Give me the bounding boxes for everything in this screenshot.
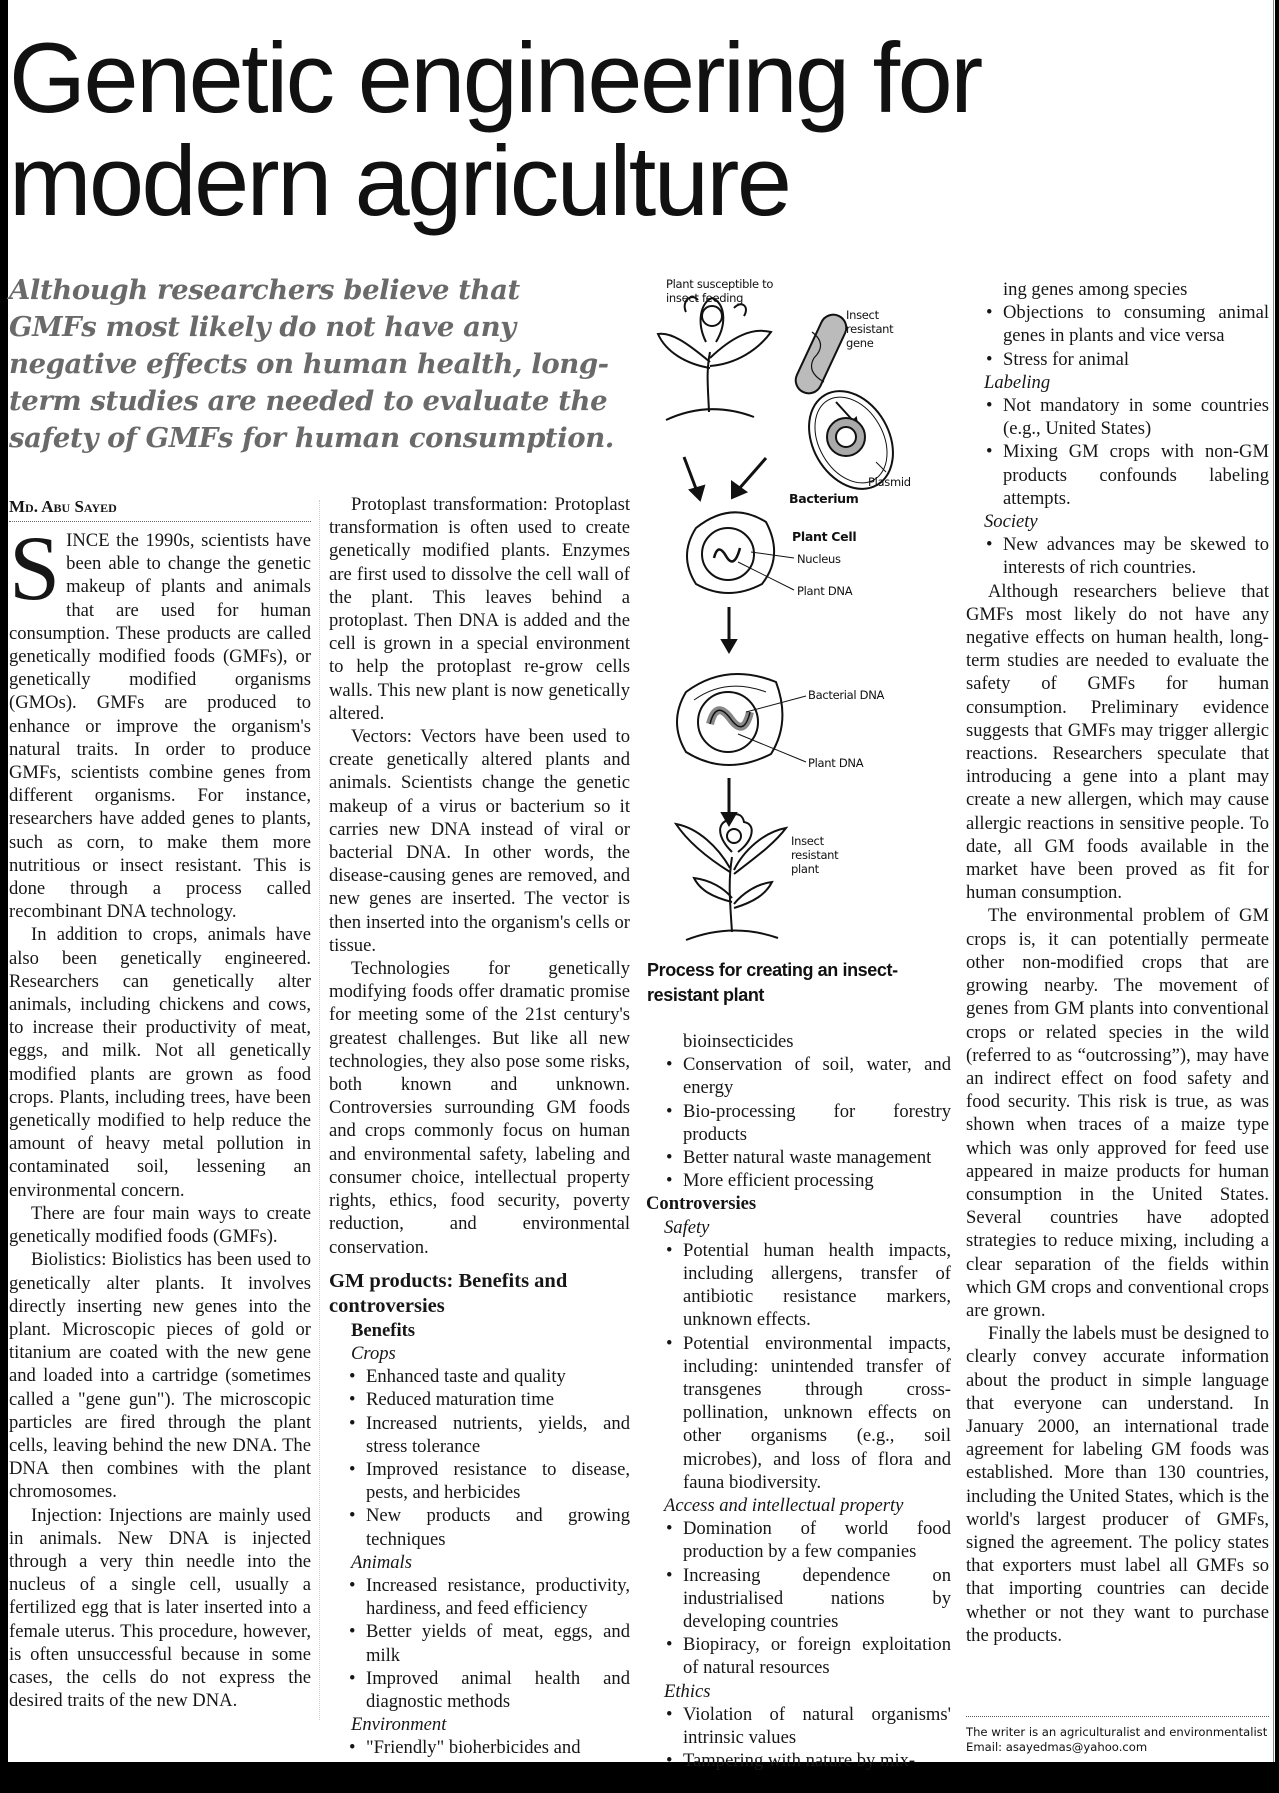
bullet-icon: • bbox=[986, 348, 993, 370]
bullet-icon: • bbox=[666, 1750, 673, 1772]
footer-divider bbox=[966, 1716, 1269, 1717]
paragraph: In addition to crops, animals have also been genetically engineered. Researchers can genetically alter animals, including chickens and cows, to increase their productivity of meat, eggs, and milk. Not all genetically modified plants are grown as food crops. Plants, including trees, have been genetically modified to help reduce the amount of heavy metal pollution in contaminated soil, lessening an environmental concern. bbox=[9, 924, 311, 1201]
paragraph: Protoplast transformation: Protoplast transformation is often used to create genetically modified plants. Enzymes are first used to dissolve the cell wall of the plant. This leaves behind a protoplast. Then DNA is added and the cell is grown in a special environment to help the protoplast re-grow cells walls. This new plant is now genetically altered. bbox=[329, 494, 630, 724]
paragraph: There are four main ways to create genetically modified foods (GMFs). bbox=[9, 1202, 311, 1248]
paragraph: The environmental problem of GM crops is, it can potentially permeate other non-modified crops that are growing nearby. The movement of genes from GM plants into conventional crops or related species in the wild (referred to as “outcrossing”), may have an indirect effect on food safety and food security. This risk is true, as was shown when traces of a maize type which was only approved for feed use appeared in maize products for human consumption in the United States. Several countries have adopted strategies to reduce mixing, including a clear separation of the fields within which GM crops and conventional crops are grown. bbox=[966, 905, 1269, 1321]
list-item bbox=[666, 1053, 951, 1099]
transformed-cell-icon bbox=[677, 674, 806, 765]
label-plant-cell: Plant Cell bbox=[792, 529, 857, 544]
list-item-text: "Friendly" bioherbicides and bbox=[366, 1737, 581, 1759]
bullet-icon: • bbox=[986, 534, 993, 556]
label-susceptible-plant: Plant susceptible to insect feeding bbox=[666, 277, 774, 305]
section-heading: GM products: Benefits and controversies bbox=[329, 1269, 568, 1317]
article-column-1 bbox=[9, 496, 311, 1712]
bacterium-rod-icon bbox=[791, 310, 850, 397]
bullet-icon: • bbox=[349, 1667, 356, 1689]
list-item bbox=[666, 1703, 951, 1749]
list-item-text: Increased nutrients, yields, and stress tolerance bbox=[366, 1412, 630, 1457]
bullet-icon: • bbox=[349, 1389, 356, 1411]
subgroup-label: Ethics bbox=[664, 1680, 711, 1702]
list-item bbox=[666, 1100, 951, 1146]
bullet-icon: • bbox=[666, 1332, 673, 1354]
subgroup-label: Safety bbox=[664, 1216, 710, 1238]
list-item bbox=[349, 1574, 630, 1620]
scan-border-left bbox=[0, 0, 8, 1793]
list-item-text: Increasing dependence on industrialised nations by developing countries bbox=[683, 1564, 951, 1633]
label-plasmid: Plasmid bbox=[868, 475, 911, 489]
page-edge-line bbox=[1273, 0, 1274, 1762]
byline: Md. Abu Sayed bbox=[9, 496, 311, 522]
list-item bbox=[349, 1412, 630, 1458]
list-item bbox=[986, 394, 1269, 440]
list-item bbox=[349, 1736, 630, 1759]
paragraph: Although researchers believe that GMFs most likely do not have any negative effects on human health, long-term studies are needed to evaluate the safety of GMFs for human consumption. Preliminary evidence suggests that GMFs may trigger allergic reactions. Researchers speculate that introducing a gene into a plant may create a new allergen, which may cause allergic reactions in sensitive people. To date, all GM foods available in the market have been proved as fit for human consumption. bbox=[966, 580, 1269, 904]
deck-standfirst: Although researchers believe that GMFs most likely do not have any negative effects on human health, long-term studies are needed to evaluate the safety of GMFs for human consumption. bbox=[9, 274, 614, 454]
subgroup-label: Environment bbox=[351, 1714, 447, 1736]
list-item bbox=[666, 1517, 951, 1563]
list-item bbox=[349, 1620, 630, 1666]
column-body bbox=[329, 493, 630, 1760]
author-bio: The writer is an agriculturalist and environmentalist bbox=[966, 1725, 1268, 1739]
list-item-text: Bio-processing for forestry products bbox=[683, 1100, 951, 1145]
list-item bbox=[986, 533, 1269, 579]
list-item bbox=[349, 1365, 630, 1388]
list-item bbox=[986, 301, 1269, 347]
bullet-icon: • bbox=[349, 1737, 356, 1759]
group-heading: Controversies bbox=[646, 1193, 757, 1215]
bullet-icon: • bbox=[666, 1170, 673, 1192]
susceptible-plant-icon bbox=[658, 297, 771, 420]
list-item-text: Objections to consuming animal genes in plants and vice versa bbox=[1003, 302, 1269, 347]
scan-border-right bbox=[1275, 0, 1279, 1793]
list-item-text: More efficient processing bbox=[683, 1170, 874, 1192]
list-item bbox=[986, 440, 1269, 510]
list-item-text: Stress for animal bbox=[1003, 348, 1129, 370]
list-item-text: Improved resistance to disease, pests, and herbicides bbox=[366, 1458, 630, 1504]
article-column-3 bbox=[646, 1030, 951, 1773]
list-item-text: Biopiracy, or foreign exploitation of natural resources bbox=[683, 1634, 951, 1679]
article-column-2 bbox=[329, 493, 630, 1760]
list-item-text: Increased resistance, productivity, hardiness, and feed efficiency bbox=[366, 1574, 630, 1620]
list-item bbox=[986, 348, 1269, 371]
bullet-icon: • bbox=[666, 1239, 673, 1261]
paragraph: Technologies for genetically modifying foods offer dramatic promise for meeting some of the 21st century's greatest challenges. But like all new technologies, they also pose some risks, both known and unknown. Controversies surrounding GM foods and crops commonly focus on human and environmental safety, labeling and consumer choice, intellectual property rights, ethics, food security, poverty reduction, and environmental conservation. bbox=[329, 958, 630, 1258]
bullet-icon: • bbox=[666, 1703, 673, 1725]
lead-paragraph bbox=[9, 517, 311, 923]
list-item bbox=[666, 1146, 951, 1169]
label-bacterium: Bacterium bbox=[789, 491, 859, 506]
bullet-icon: • bbox=[986, 395, 993, 417]
list-item-text: Domination of world food production by a few companies bbox=[683, 1518, 951, 1563]
list-item-text: ing genes among species bbox=[1003, 279, 1188, 300]
list-item bbox=[666, 1239, 951, 1332]
bullet-icon: • bbox=[666, 1634, 673, 1656]
list-item bbox=[349, 1458, 630, 1504]
scan-border-bottom bbox=[0, 1762, 1279, 1793]
list-item-text: Tampering with nature by mix- bbox=[683, 1750, 916, 1772]
list-item-text: Enhanced taste and quality bbox=[366, 1366, 566, 1388]
list-item bbox=[349, 1504, 630, 1550]
bullet-icon: • bbox=[349, 1412, 356, 1434]
bullet-icon: • bbox=[666, 1054, 673, 1076]
paragraph: Finally the labels must be designed to clearly convey accurate information about the product in simple language that everyone can understand. In January 2000, an international trade agreement for labeling GM foods was established. More than 130 countries, including the United States, which is the world's largest producer of GMFs, signed the agreement. The policy states that exporters must label all GMFs so that importing countries can decide whether or not they want to purchase the products. bbox=[966, 1323, 1269, 1646]
group-heading: Benefits bbox=[351, 1319, 416, 1341]
bullet-icon: • bbox=[666, 1147, 673, 1169]
subgroup-label: Society bbox=[984, 511, 1038, 533]
list-item-text: Violation of natural organisms' intrinsic values bbox=[683, 1703, 951, 1749]
list-item-text: Not mandatory in some countries (e.g., United States) bbox=[1003, 395, 1269, 440]
paragraph: Vectors: Vectors have been used to create genetically altered plants and animals. Scientists change the genetic makeup of a virus or bacterium so it carries new DNA instead of viral or bacterial DNA. In other words, the disease-causing genes are removed, and new genes are inserted. The vector is then inserted into the organism's cells or tissue. bbox=[329, 726, 630, 956]
paragraph-text: INCE the 1990s, scientists have been able to change the genetic makeup of plants and animals that are used for human consumption. These products are called genetically modified foods (GMFs), or genetically modified organisms (GMOs). GMFs are produced to enhance or improve the organism's natural traits. In order to produce GMFs, scientists combine genes from different organisms. For instance, researchers have added genes to plants, such as corn, to make them more nutritious or insect resistant. This is done through a process called recombinant DNA technology. bbox=[9, 530, 311, 923]
label-nucleus: Nucleus bbox=[797, 552, 841, 566]
list-item-text: Reduced maturation time bbox=[366, 1389, 554, 1411]
article-column-4 bbox=[966, 278, 1269, 1647]
label-insect-resistant-plant: Insect resistant plant bbox=[791, 834, 839, 876]
list-item bbox=[666, 1749, 951, 1772]
diagram-caption: Process for creating an insect-resistant plant bbox=[647, 960, 898, 1005]
plant-cell-icon bbox=[687, 512, 794, 593]
bullet-icon: • bbox=[666, 1100, 673, 1122]
label-plant-dna: Plant DNA bbox=[808, 756, 864, 770]
label-plant-dna: Plant DNA bbox=[797, 584, 853, 598]
drop-cap: S bbox=[9, 517, 61, 619]
list-item-text: Mixing GM crops with non-GM products confounds labeling attempts. bbox=[1003, 441, 1269, 509]
list-item-text: Potential environmental impacts, including: unintended transfer of transgenes through cross-pollination, unknown effects on other organisms (e.g., soil microbes), and loss of flora and fauna biodiversity. bbox=[683, 1332, 951, 1493]
bullet-icon: • bbox=[349, 1458, 356, 1480]
subgroup-label: Animals bbox=[351, 1551, 412, 1573]
list-item-text: New products and growing techniques bbox=[366, 1505, 630, 1550]
subgroup-label: Labeling bbox=[984, 371, 1051, 393]
column-divider bbox=[319, 500, 320, 1720]
bullet-icon: • bbox=[666, 1564, 673, 1586]
process-diagram bbox=[646, 272, 951, 944]
column-body bbox=[966, 278, 1269, 1647]
bullet-icon: • bbox=[349, 1505, 356, 1527]
list-item-text: New advances may be skewed to interests of rich countries. bbox=[1003, 534, 1269, 579]
resistant-plant-icon bbox=[676, 814, 786, 940]
bullet-icon: • bbox=[349, 1574, 356, 1596]
list-item-text: Better yields of meat, eggs, and milk bbox=[366, 1621, 630, 1666]
author-note bbox=[966, 1725, 1276, 1755]
paragraph: Biolistics: Biolistics has been used to genetically alter plants. It involves directly inserting new genes into the plant. Microscopic pieces of gold or titanium are coated with the new gene and loaded into a cartridge (sometimes called a "gene gun"). The microscopic particles are fired through the plant cells, leaving behind the new DNA. The DNA then combines with the plant chromosomes. bbox=[9, 1249, 311, 1503]
list-item bbox=[666, 1169, 951, 1192]
list-item bbox=[349, 1667, 630, 1713]
list-item-text: Potential human health impacts, including allergens, transfer of antibiotic resistance markers, unknown effects. bbox=[683, 1239, 951, 1331]
bullet-icon: • bbox=[666, 1518, 673, 1540]
subgroup-label: Crops bbox=[351, 1342, 396, 1364]
list-item bbox=[683, 1030, 951, 1053]
list-item-text: Better natural waste management bbox=[683, 1147, 932, 1169]
headline: Genetic engineering for modern agriculture bbox=[9, 22, 981, 236]
bullet-icon: • bbox=[349, 1366, 356, 1388]
list-item-text: bioinsecticides bbox=[683, 1031, 794, 1052]
paragraph: Injection: Injections are mainly used in animals. New DNA is injected through a very thin needle into the nucleus of a single cell, usually a fertilized egg that is later inserted into a female uterus. This procedure, however, is often unsuccessful because in some cases, the cells do not express the desired traits of the new DNA. bbox=[9, 1504, 311, 1712]
label-bacterial-dna: Bacterial DNA bbox=[808, 688, 885, 702]
arrow-icon bbox=[738, 458, 766, 490]
list-item bbox=[666, 1564, 951, 1634]
list-item bbox=[666, 1332, 951, 1494]
bullet-icon: • bbox=[986, 302, 993, 324]
list-item-text: Improved animal health and diagnostic methods bbox=[366, 1667, 630, 1712]
list-item bbox=[1003, 278, 1269, 301]
column-body bbox=[9, 517, 311, 1712]
author-email: Email: asayedmas@yahoo.com bbox=[966, 1740, 1148, 1754]
list-item bbox=[349, 1388, 630, 1411]
list-item-text: Conservation of soil, water, and energy bbox=[683, 1054, 951, 1099]
label-insect-resistant-gene: Insect resistant gene bbox=[846, 308, 894, 350]
bullet-icon: • bbox=[349, 1621, 356, 1643]
subgroup-label: Access and intellectual property bbox=[664, 1495, 904, 1517]
column-body bbox=[646, 1030, 951, 1773]
bullet-icon: • bbox=[986, 441, 993, 463]
list-item bbox=[666, 1633, 951, 1679]
